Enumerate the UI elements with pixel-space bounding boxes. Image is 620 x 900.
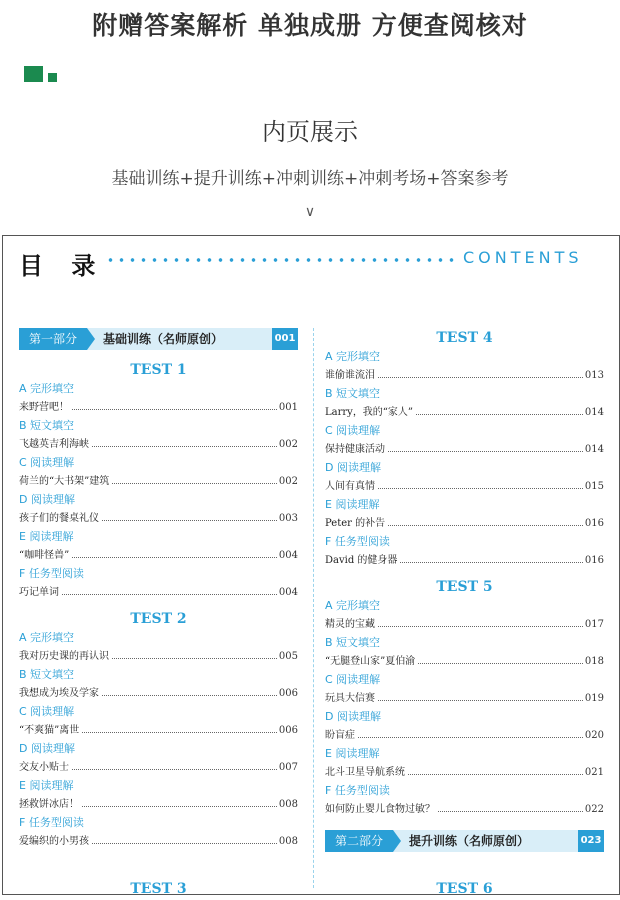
- toc-entry[interactable]: [325, 550, 604, 571]
- entry-text: 谁偷谁流泪: [325, 370, 375, 381]
- toc-title: 目 录: [19, 251, 106, 280]
- dot-leader: [378, 488, 583, 489]
- entry-text: “无腿登山家”夏伯渝: [325, 656, 416, 667]
- dot-leader: [112, 483, 277, 484]
- toc-entry[interactable]: [325, 402, 604, 423]
- toc-entry[interactable]: [19, 794, 298, 815]
- toc-item: [325, 460, 604, 497]
- item-category: C 阅读理解: [325, 673, 381, 686]
- toc-entry[interactable]: [325, 365, 604, 386]
- toc-entry[interactable]: [325, 762, 604, 783]
- toc-item: [325, 534, 604, 571]
- toc-entry[interactable]: [325, 799, 604, 820]
- dot-leader: [92, 446, 277, 447]
- item-category: A 完形填空: [325, 350, 381, 363]
- entry-text: 飞越英吉利海峡: [19, 439, 89, 450]
- toc-column-right: [325, 328, 604, 862]
- toc-item: [325, 635, 604, 672]
- entry-page: 006: [278, 688, 298, 699]
- dot-leader: [72, 557, 277, 558]
- entry-text: 拯救饼冰店！: [19, 799, 79, 810]
- toc-entry[interactable]: [19, 471, 298, 492]
- entry-text: Larry，我的“家人”: [325, 407, 414, 418]
- entry-page: 003: [278, 513, 298, 524]
- toc-entry[interactable]: [325, 688, 604, 709]
- entry-text: 玩具大信赛: [325, 693, 375, 704]
- toc-entry[interactable]: [325, 725, 604, 746]
- item-category: F 任务型阅读: [325, 784, 390, 797]
- toc-item: [325, 598, 604, 635]
- entry-page: 019: [584, 693, 604, 704]
- part-title: 基础训练（名师原创）: [103, 332, 224, 346]
- item-category: F 任务型阅读: [325, 535, 390, 548]
- entry-text: 孩子们的餐桌礼仪: [19, 513, 99, 524]
- entry-page: 017: [584, 619, 604, 630]
- entry-text: 巧记单词: [19, 587, 59, 598]
- part-title: 提升训练（名师原创）: [409, 834, 530, 848]
- item-category: F 任务型阅读: [19, 816, 84, 829]
- toc-entry[interactable]: [19, 831, 298, 852]
- test-block-5: [325, 577, 604, 820]
- item-category: B 短文填空: [19, 419, 75, 432]
- item-category: F 任务型阅读: [19, 567, 84, 580]
- item-category: D 阅读理解: [325, 461, 381, 474]
- green-square-large: [24, 66, 43, 82]
- item-category: B 短文填空: [325, 636, 381, 649]
- dot-leader: [416, 414, 583, 415]
- part-name: 第一部分: [19, 328, 87, 350]
- toc-item: [19, 492, 298, 529]
- item-category: D 阅读理解: [19, 742, 75, 755]
- item-category: C 阅读理解: [325, 424, 381, 437]
- toc-item: [19, 381, 298, 418]
- entry-text: 如何防止婴儿食物过敏？: [325, 804, 435, 815]
- test-block-1: [19, 360, 298, 603]
- toc-item: [325, 497, 604, 534]
- toc-item: [325, 423, 604, 460]
- test-block-4: [325, 328, 604, 571]
- item-category: C 阅读理解: [19, 705, 75, 718]
- entry-page: 002: [278, 439, 298, 450]
- entry-page: 020: [584, 730, 604, 741]
- toc-entry[interactable]: [19, 646, 298, 667]
- dot-leader: [400, 562, 582, 563]
- entry-text: 荷兰的“大书架”建筑: [19, 476, 110, 487]
- item-category: C 阅读理解: [19, 456, 75, 469]
- entry-text: 我对历史课的再认识: [19, 651, 109, 662]
- toc-entry[interactable]: [19, 683, 298, 704]
- entry-page: 015: [584, 481, 604, 492]
- dot-leader: [378, 626, 583, 627]
- entry-page: 013: [584, 370, 604, 381]
- entry-text: 交友小贴士: [19, 762, 69, 773]
- toc-entry[interactable]: [325, 651, 604, 672]
- entry-page: 005: [278, 651, 298, 662]
- toc-entry[interactable]: [325, 476, 604, 497]
- entry-text: 人间有真情: [325, 481, 375, 492]
- part-page: 023: [578, 830, 604, 852]
- entry-page: 016: [584, 518, 604, 529]
- entry-page: 014: [584, 407, 604, 418]
- entry-text: 盼盲症: [325, 730, 355, 741]
- entry-page: 008: [278, 799, 298, 810]
- green-square-small: [48, 73, 57, 82]
- section-title: [0, 112, 620, 147]
- entry-text: “咖啡怪兽”: [19, 550, 70, 561]
- toc-item: [19, 667, 298, 704]
- entry-text: 保持健康活动: [325, 444, 385, 455]
- toc-item: [325, 386, 604, 423]
- toc-item: [19, 566, 298, 603]
- entry-page: 001: [278, 402, 298, 413]
- toc-entry[interactable]: [19, 434, 298, 455]
- dot-leader: [112, 658, 277, 659]
- item-category: D 阅读理解: [325, 710, 381, 723]
- dot-leader: [388, 451, 583, 452]
- toc-entry[interactable]: [19, 720, 298, 741]
- entry-page: 002: [278, 476, 298, 487]
- toc-item: [325, 672, 604, 709]
- entry-page: 014: [584, 444, 604, 455]
- dot-leader: [438, 811, 583, 812]
- item-category: B 短文填空: [19, 668, 75, 681]
- toc-item: [19, 704, 298, 741]
- item-category: E 阅读理解: [325, 747, 380, 760]
- toc-item: [19, 418, 298, 455]
- toc-entry[interactable]: [325, 513, 604, 534]
- item-category: E 阅读理解: [325, 498, 380, 511]
- item-category: E 阅读理解: [19, 530, 74, 543]
- dot-leader: [72, 409, 277, 410]
- dot-leader: [418, 663, 583, 664]
- toc-item: [325, 783, 604, 820]
- entry-text: 我想成为埃及学家: [19, 688, 99, 699]
- dot-leader: [358, 737, 583, 738]
- toc-entry[interactable]: [19, 545, 298, 566]
- item-category: A 完形填空: [19, 382, 75, 395]
- toc-entry[interactable]: [325, 614, 604, 635]
- item-category: E 阅读理解: [19, 779, 74, 792]
- item-category: D 阅读理解: [19, 493, 75, 506]
- item-category: A 完形填空: [325, 599, 381, 612]
- chevron-down-icon: ∨: [304, 204, 316, 220]
- dot-leader: [378, 700, 583, 701]
- toc-entry[interactable]: [325, 439, 604, 460]
- entry-text: 北斗卫星导航系统: [325, 767, 405, 778]
- section-subtitle: 基础训练+提升训练+冲刺训练+冲刺考场+答案参考: [111, 169, 509, 189]
- dot-leader: [378, 377, 583, 378]
- toc-column-left: [19, 328, 298, 852]
- toc-entry[interactable]: [19, 582, 298, 603]
- toc-item: [19, 529, 298, 566]
- entry-page: 022: [584, 804, 604, 815]
- entry-text: 精灵的宝藏: [325, 619, 375, 630]
- part-banner-1: [19, 328, 298, 350]
- promo-headline: 附赠答案解析 单独成册 方便查阅核对: [92, 11, 528, 40]
- entry-page: 007: [278, 762, 298, 773]
- dot-leader: [102, 520, 277, 521]
- test-block-2: [19, 609, 298, 852]
- entry-page: 021: [584, 767, 604, 778]
- dot-leader: [62, 594, 277, 595]
- toc-item: [19, 815, 298, 852]
- dot-leader: [408, 774, 583, 775]
- toc-entry[interactable]: [19, 397, 298, 418]
- dot-leader: [82, 806, 277, 807]
- toc-item: [19, 455, 298, 492]
- entry-text: David 的健身器: [325, 555, 398, 566]
- dot-leader: [388, 525, 583, 526]
- entry-text: 来野营吧！: [19, 402, 69, 413]
- entry-page: 006: [278, 725, 298, 736]
- dot-leader: [102, 695, 277, 696]
- toc-item: [19, 778, 298, 815]
- part-banner-2: [325, 830, 604, 852]
- entry-text: Peter 的补告: [325, 518, 386, 529]
- toc-item: [325, 709, 604, 746]
- cut-off-test-right: TEST 6: [436, 881, 493, 897]
- part-page: 001: [272, 328, 298, 350]
- cut-off-test-left: TEST 3: [130, 881, 187, 897]
- toc-page: [2, 235, 620, 895]
- test-title: TEST 1: [130, 362, 187, 378]
- item-category: A 完形填空: [19, 631, 75, 644]
- test-title: TEST 4: [436, 330, 493, 346]
- dotted-rule: [105, 258, 455, 262]
- toc-item: [19, 741, 298, 778]
- dot-leader: [72, 769, 277, 770]
- entry-page: 016: [584, 555, 604, 566]
- column-divider: [313, 328, 314, 888]
- toc-item: [325, 746, 604, 783]
- entry-page: 018: [584, 656, 604, 667]
- toc-item: [325, 349, 604, 386]
- entry-text: “不爽猫”离世: [19, 725, 80, 736]
- test-title: TEST 2: [130, 611, 187, 627]
- dot-leader: [82, 732, 277, 733]
- dot-leader: [92, 843, 277, 844]
- toc-entry[interactable]: [19, 508, 298, 529]
- toc-item: [19, 630, 298, 667]
- section-title-text: 内页展示: [262, 118, 358, 146]
- entry-page: 004: [278, 587, 298, 598]
- section-title-wrap: [260, 112, 360, 147]
- entry-text: 爱编织的小男孩: [19, 836, 89, 847]
- toc-entry[interactable]: [19, 757, 298, 778]
- item-category: B 短文填空: [325, 387, 381, 400]
- test-title: TEST 5: [436, 579, 493, 595]
- contents-label: CONTENTS: [463, 248, 583, 267]
- entry-page: 004: [278, 550, 298, 561]
- part-name: 第二部分: [325, 830, 393, 852]
- entry-page: 008: [278, 836, 298, 847]
